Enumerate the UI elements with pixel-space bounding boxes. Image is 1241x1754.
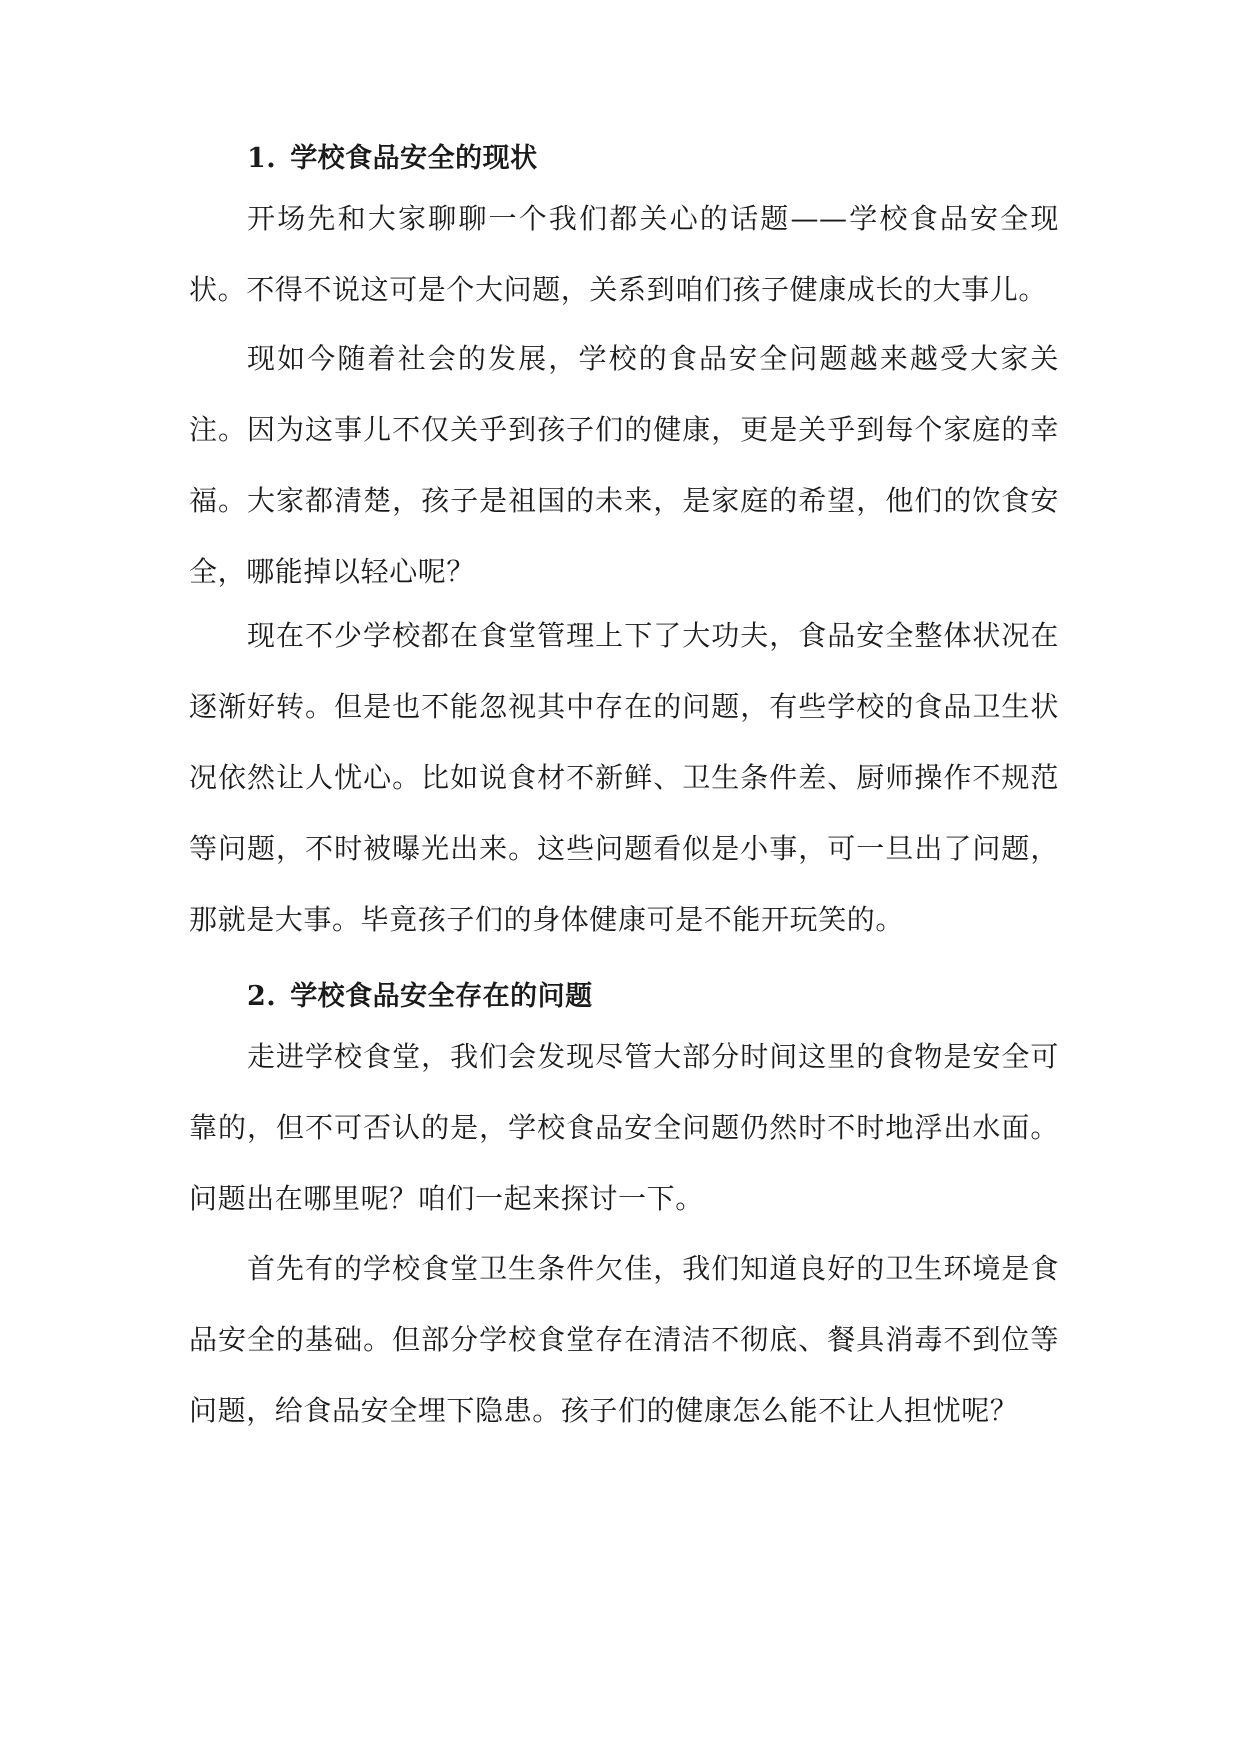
section-number: 1. xyxy=(247,143,277,174)
paragraph: 走进学校食堂，我们会发现尽管大部分时间这里的食物是安全可靠的，但不可否认的是，学校食品安全问题仍然时不时地浮出水面。问题出在哪里呢？咱们一起来探讨一下。 xyxy=(189,1040,1059,1215)
paragraph: 现在不少学校都在食堂管理上下了大功夫，食品安全整体状况在逐渐好转。但是也不能忽视其中存在的问题，有些学校的食品卫生状况依然让人忧心。比如说食材不新鲜、卫生条件差、厨师操作不规范等问题，不时被曝光出来。这些问题看似是小事，可一旦出了问题，那就是大事。毕竟孩子们的身体健康可是不能开玩笑的。 xyxy=(189,619,1059,936)
paragraph: 现如今随着社会的发展，学校的食品安全问题越来越受大家关注。因为这事儿不仅关乎到孩子们的健康，更是关乎到每个家庭的幸福。大家都清楚，孩子是祖国的未来，是家庭的希望，他们的饮食安全，哪能掉以轻心呢？ xyxy=(189,342,1059,588)
section-title: 学校食品安全存在的问题 xyxy=(290,981,593,1012)
document-page xyxy=(189,0,1059,1754)
section-heading xyxy=(247,136,538,175)
section-heading xyxy=(247,974,593,1013)
section-title: 学校食品安全的现状 xyxy=(290,143,538,174)
paragraph: 开场先和大家聊聊一个我们都关心的话题——学校食品安全现状。不得不说这可是个大问题，关系到咱们孩子健康成长的大事儿。 xyxy=(189,202,1059,306)
paragraph: 首先有的学校食堂卫生条件欠佳，我们知道良好的卫生环境是食品安全的基础。但部分学校食堂存在清洁不彻底、餐具消毒不到位等问题，给食品安全埋下隐患。孩子们的健康怎么能不让人担忧呢？ xyxy=(189,1252,1059,1427)
section-number: 2. xyxy=(247,981,277,1012)
